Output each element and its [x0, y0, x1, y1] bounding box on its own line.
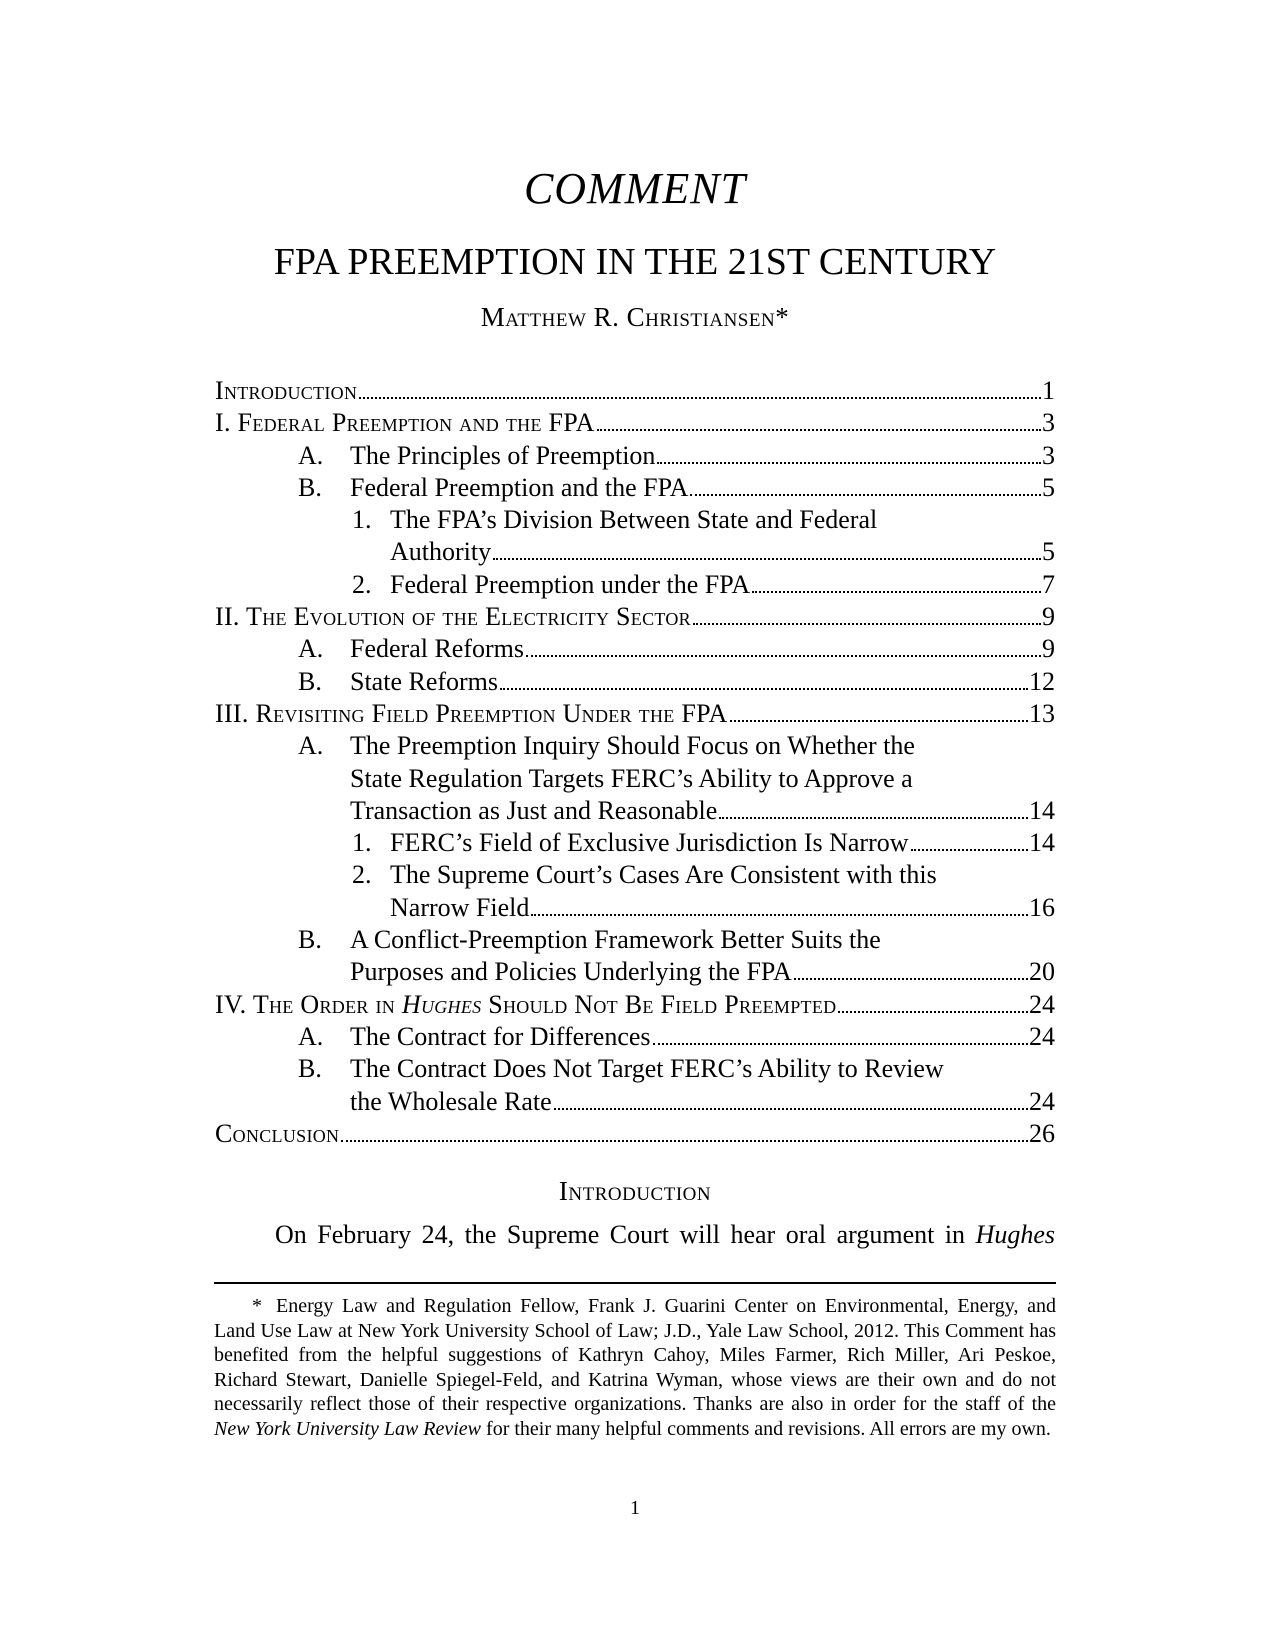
dot-leader [493, 558, 1041, 560]
toc-page-number: 14 [1029, 828, 1055, 858]
dot-leader [531, 914, 1028, 916]
toc-marker: B. [298, 1054, 322, 1084]
toc-entry-a-preemption-inquiry [215, 730, 1055, 762]
toc-entry-a-preemption-inquiry-cont2 [215, 795, 1055, 827]
toc-entry-b-contract-does-not-target [215, 1053, 1055, 1085]
toc-label: The Contract Does Not Target FERC’s Ability to Review [350, 1054, 944, 1084]
toc-label: The FPA’s Division Between State and Federal [390, 505, 878, 535]
toc-page-number: 26 [1029, 1118, 1055, 1148]
toc-marker: 1. [352, 828, 372, 858]
journal-name-italic: New York University Law Review [214, 1417, 482, 1440]
dot-leader [597, 429, 1041, 431]
toc-marker: 2. [352, 569, 372, 599]
toc-marker: A. [298, 634, 324, 664]
dot-leader [730, 720, 1028, 722]
toc-entry-2-federal-preemption-under-fpa [215, 569, 1055, 601]
toc-label: Federal Preemption under the FPA [390, 569, 751, 599]
toc-page-number: 13 [1029, 698, 1055, 728]
dot-leader [500, 688, 1028, 690]
toc-label: the Wholesale Rate [350, 1086, 552, 1116]
toc-label: FERC’s Field of Exclusive Jurisdiction Is Narrow [390, 828, 909, 858]
author-footnote: * Energy Law and Regulation Fellow, Frank J. Guarini Center on Environmental, Energy, and Land Use Law at New York University School of Law; J.D., Yale Law School, 2012. This Comment has benefited from the helpful suggestions of Kathryn Cahoy, Miles Farmer, Rich Miller, Ari Peskoe, Richard Stewart, Danielle Spiegel-Feld, and Katrina Wyman, whose views are their own and do not necessarily reflect those of their respective organizations. Thanks are also in order for the staff of the New York University Law Review for their many helpful comments and revisions. All errors are my own. [214, 1282, 1056, 1441]
dot-leader [693, 623, 1041, 625]
dot-leader [341, 1140, 1028, 1142]
toc-label: IV. The Order in Hughes Should Not Be Field Preempted [215, 989, 837, 1019]
toc-page-number: 3 [1042, 440, 1055, 470]
toc-entry-a-preemption-inquiry-cont [215, 763, 1055, 795]
toc-label: The Principles of Preemption [350, 440, 656, 470]
table-of-contents [215, 375, 1055, 1150]
toc-entry-2-supreme-court-cases [215, 859, 1055, 891]
toc-entry-2-supreme-court-cases-cont [215, 892, 1055, 924]
toc-marker: A. [298, 1021, 324, 1051]
toc-page-number: 24 [1029, 1021, 1055, 1051]
toc-entry-1-fpa-division-cont [215, 536, 1055, 568]
toc-page-number: 9 [1042, 602, 1055, 632]
toc-page-number: 1 [1042, 376, 1055, 405]
toc-entry-a-principles-of-preemption [215, 440, 1055, 472]
dot-leader [794, 978, 1028, 980]
toc-label: II. The Evolution of the Electricity Sector [215, 602, 691, 632]
toc-page-number: 9 [1042, 634, 1055, 664]
toc-label: Federal Preemption and the FPA [350, 472, 689, 502]
toc-page-number: 24 [1029, 989, 1055, 1019]
dot-leader [719, 817, 1028, 819]
toc-entry-iv-order-in-hughes [215, 989, 1055, 1021]
toc-page-number: 14 [1029, 795, 1055, 825]
introduction-heading: Introduction [558, 1176, 712, 1206]
introduction-paragraph: On February 24, the Supreme Court will hear oral argument in Hughes [275, 1220, 1055, 1249]
toc-entry-introduction [215, 375, 1055, 407]
toc-label: Purposes and Policies Underlying the FPA [350, 957, 792, 987]
dot-leader [690, 494, 1041, 496]
toc-label: Authority [390, 537, 492, 567]
article-title: FPA PREEMPTION IN THE 21ST CENTURY [273, 241, 997, 283]
toc-page-number: 3 [1042, 408, 1055, 438]
toc-entry-iii-revisiting-field-preemption [215, 698, 1055, 730]
toc-page-number: 7 [1042, 569, 1055, 599]
toc-label: Narrow Field [390, 892, 530, 922]
toc-entry-a-federal-reforms [215, 633, 1055, 665]
toc-page-number: 24 [1029, 1086, 1055, 1116]
toc-marker: 2. [352, 860, 372, 890]
dot-leader [752, 591, 1041, 593]
toc-page-number: 16 [1029, 892, 1055, 922]
toc-entry-1-ferc-field-narrow [215, 827, 1055, 859]
toc-entry-conclusion [215, 1118, 1055, 1150]
toc-entry-b-conflict-preemption-framework-cont [215, 956, 1055, 988]
toc-label: The Supreme Court’s Cases Are Consistent with this [390, 860, 937, 890]
toc-entry-a-contract-for-differences [215, 1021, 1055, 1053]
dot-leader [911, 849, 1028, 851]
toc-label: Conclusion [215, 1118, 340, 1148]
toc-page-number: 20 [1029, 957, 1055, 987]
toc-entry-ii-evolution-electricity-sector [215, 601, 1055, 633]
page-number: 1 [630, 1497, 640, 1519]
author-line: Matthew R. Christiansen* [480, 302, 790, 332]
toc-entry-b-conflict-preemption-framework [215, 924, 1055, 956]
toc-label: I. Federal Preemption and the FPA [215, 408, 595, 438]
toc-entry-b-state-reforms [215, 666, 1055, 698]
toc-label: III. Revisiting Field Preemption Under the FPA [215, 698, 728, 728]
toc-marker: A. [298, 731, 324, 761]
toc-label: Transaction as Just and Reasonable [350, 795, 718, 825]
toc-label: The Preemption Inquiry Should Focus on Whether the [350, 731, 915, 761]
toc-marker: B. [298, 472, 322, 502]
dot-leader [359, 397, 1041, 399]
toc-page-number: 5 [1042, 472, 1055, 502]
toc-marker: 1. [352, 505, 372, 535]
toc-label: The Contract for Differences [350, 1021, 651, 1051]
toc-entry-1-fpa-division [215, 504, 1055, 536]
toc-label: A Conflict-Preemption Framework Better Suits the [350, 925, 881, 955]
toc-marker: B. [298, 925, 322, 955]
footnote-asterisk: * [252, 1295, 262, 1317]
toc-label: State Reforms [350, 666, 499, 696]
toc-label: State Regulation Targets FERC’s Ability to Approve a [350, 763, 913, 793]
toc-entry-b-contract-does-not-target-cont [215, 1086, 1055, 1118]
dot-leader [526, 655, 1041, 657]
dot-leader [657, 462, 1041, 464]
comment-kicker: COMMENT [523, 164, 747, 213]
dot-leader [653, 1043, 1028, 1045]
dot-leader [838, 1011, 1028, 1013]
toc-marker: B. [298, 666, 322, 696]
toc-entry-b-federal-preemption-and-the-fpa [215, 472, 1055, 504]
toc-marker: A. [298, 440, 324, 470]
toc-label: Federal Reforms [350, 634, 525, 664]
dot-leader [554, 1108, 1028, 1110]
toc-page-number: 12 [1029, 666, 1055, 696]
toc-entry-i-federal-preemption-and-the-fpa [215, 407, 1055, 439]
toc-label: Introduction [215, 376, 358, 405]
toc-page-number: 5 [1042, 537, 1055, 567]
case-name-italic: Hughes [401, 989, 482, 1019]
case-name-italic: Hughes [975, 1220, 1055, 1249]
